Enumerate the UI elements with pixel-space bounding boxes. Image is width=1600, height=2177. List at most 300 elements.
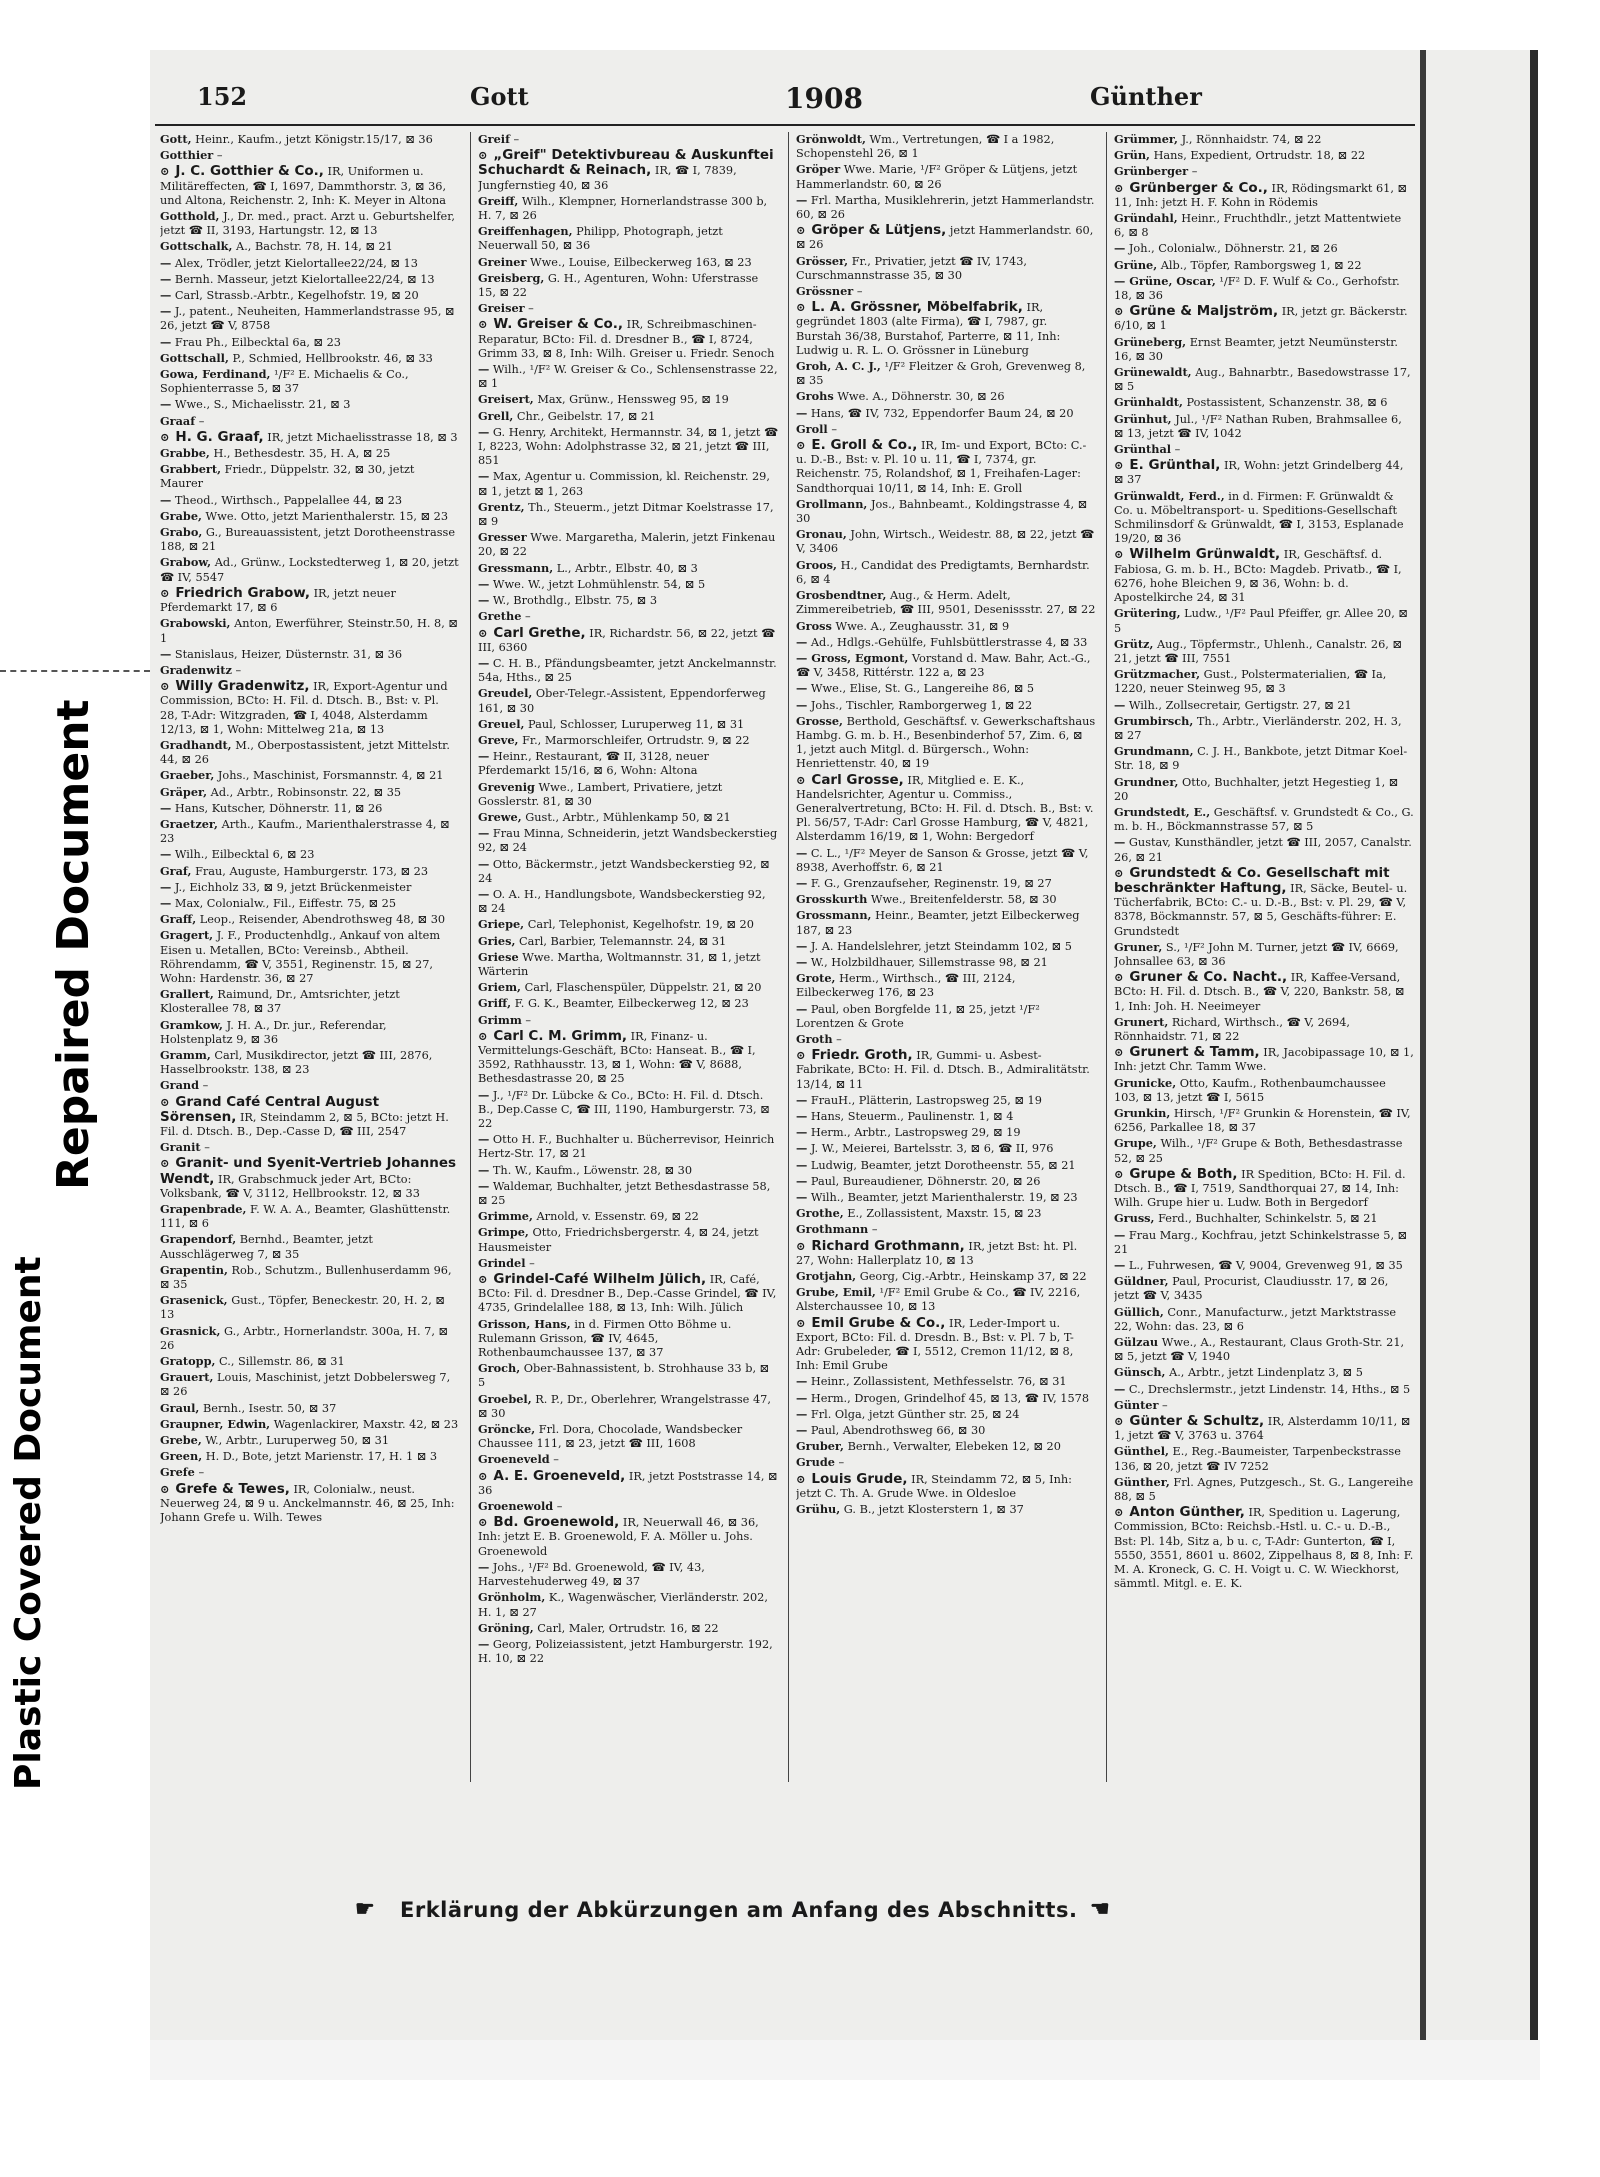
directory-entry xyxy=(796,908,1096,937)
entry-details: Carl, Telephonist, Kegelhofstr. 19, ⊠ 20 xyxy=(527,918,754,932)
entry-details: Hans, ☎ IV, 732, Eppendorfer Baum 24, ⊠ 20 xyxy=(810,406,1074,420)
entry-details: C. L., ¹/F² Meyer de Sanson & Grosse, jetzt ☎ V, 8938, Averhoffstr. 6, ⊠ 21 xyxy=(796,846,1089,874)
entry-name: E. Groll & Co., xyxy=(811,437,918,454)
entry-name: L. A. Grössner, Möbelfabrik, xyxy=(811,299,1023,316)
entry-details: Carl, Musikdirector, jetzt ☎ III, 2876, Hasselbrookstr. 138, ⊠ 23 xyxy=(160,1048,433,1077)
entry-details: IR, jetzt Poststrasse 14, ⊠ 36 xyxy=(478,1469,778,1497)
entry-details: Raimund, Dr., Amtsrichter, jetzt Klosterallee 78, ⊠ 37 xyxy=(160,988,400,1016)
directory-entry xyxy=(796,1190,1096,1205)
directory-entry xyxy=(160,1354,460,1369)
directory-entry xyxy=(160,1202,460,1231)
entry-details: G. B., jetzt Klosterstern 1, ⊠ 37 xyxy=(843,1503,1024,1517)
directory-entry xyxy=(160,1401,460,1416)
entry-details: IR, ☎ I, 7839, Jungfernstieg 40, ⊠ 36 xyxy=(478,164,737,192)
directory-entry xyxy=(796,1391,1096,1406)
firm-marker-icon: ⊙ xyxy=(796,438,810,453)
entry-details: FrauH., Plätterin, Lastropsweg 25, ⊠ 19 xyxy=(810,1093,1042,1107)
entry-name: — xyxy=(796,845,808,860)
entry-details: Johs., ¹/F² Bd. Groenewold, ☎ IV, 43, Harvestehuderweg 49, ⊠ 37 xyxy=(478,1560,705,1589)
entry-details: M., Oberpostassistent, jetzt Mittelstr. 44, ⊠ 26 xyxy=(160,738,450,767)
entry-name: Gräper, xyxy=(160,784,208,799)
entry-name: W. Greiser & Co., xyxy=(493,316,624,333)
entry-name: Grunert, xyxy=(1114,1014,1169,1029)
entry-name: Grefe xyxy=(160,1465,195,1480)
firm-entry xyxy=(160,164,460,208)
entry-details: – xyxy=(216,149,223,163)
entry-details: – xyxy=(198,1466,205,1480)
entry-name: Grabbert, xyxy=(160,462,222,477)
directory-entry xyxy=(1114,805,1414,834)
directory-entry xyxy=(1114,335,1414,364)
entry-details: Stanislaus, Heizer, Düsternstr. 31, ⊠ 36 xyxy=(174,647,403,661)
entry-name: — xyxy=(796,938,808,953)
firm-marker-icon: ⊙ xyxy=(1114,970,1128,985)
entry-details: IR, Spedition u. Lagerung, Commission, BCto: Reichsb.-Hstl. u. C.- u. D.-B., Bst: Pl. 14b, Sitz a, b u. c, T-Adr: Gunterton, ☎ I, 5550, 3551, 8601 u. 8602, Zippelhaus 8, ⊠ 8, Inh: F. M. A. Kroneck, G. C. H. Voigt u. C. W. Wieckhorst, sämmtl. Mitgl. e. E. K. xyxy=(1114,1506,1414,1591)
directory-entry xyxy=(796,846,1096,875)
entry-details: Wwe. Otto, jetzt Marienthalerstr. 15, ⊠ 23 xyxy=(205,509,449,523)
entry-details: C. H. B., Pfändungsbeamter, jetzt Anckelmannstr. 54a, Hths., ⊠ 25 xyxy=(478,656,777,685)
entry-details: IR, Uniformen u. Militäreffecten, ☎ I, 1697, Dammthorstr. 3, ⊠ 36, und Altona, Reichenstr. 2, Inh: K. Meyer in Altona xyxy=(160,165,447,207)
column-4 xyxy=(1114,132,1414,1782)
directory-entry xyxy=(1114,1335,1414,1364)
entry-name: Richard Grothmann, xyxy=(811,1237,965,1254)
entry-name: Greudel, xyxy=(478,686,533,701)
directory-entry xyxy=(1114,606,1414,635)
firm-marker-icon: ⊙ xyxy=(1114,304,1128,319)
directory-entry xyxy=(478,469,778,498)
entry-details: Conr., Manufacturw., jetzt Marktstrasse 22, Wohn: das. 23, ⊠ 6 xyxy=(1114,1305,1397,1333)
entry-name: Gramm, xyxy=(160,1047,211,1062)
entry-name: — xyxy=(478,1162,490,1177)
entry-details: Vorstand d. Maw. Bahr, Act.-G., ☎ V, 3458, Rittérstr. 122 a, ⊠ 23 xyxy=(796,651,1091,680)
page-fold-shadow xyxy=(1420,50,1426,2040)
entry-details: Heinr., Zollassistent, Methfesselstr. 76, ⊠ 31 xyxy=(810,1375,1067,1389)
entry-name: Grundstedt, E., xyxy=(1114,804,1211,819)
entry-name: Greiff, xyxy=(478,193,519,208)
directory-entry xyxy=(160,1370,460,1399)
directory-entry xyxy=(478,1225,778,1254)
entry-name: — xyxy=(478,856,490,871)
entry-details: G., Bureauassistent, jetzt Dorotheenstrasse 188, ⊠ 21 xyxy=(160,526,456,554)
entry-name: Grasnick, xyxy=(160,1323,221,1338)
directory-entry xyxy=(796,1455,1096,1470)
directory-entry xyxy=(478,1132,778,1161)
entry-name: Grunicke, xyxy=(1114,1075,1177,1090)
firm-entry xyxy=(1114,458,1414,487)
entry-details: Wilh., ¹/F² Grupe & Both, Bethesdastrasse 52, ⊠ 25 xyxy=(1114,1137,1403,1165)
directory-entry xyxy=(160,912,460,927)
scan-bottom-margin xyxy=(150,2040,1540,2080)
entry-name: Grunkin, xyxy=(1114,1106,1171,1120)
entry-details: ¹/F² Emil Grube & Co., ☎ IV, 2216, Alsterchaussee 10, ⊠ 13 xyxy=(796,1286,1081,1314)
entry-name: Grünberger & Co., xyxy=(1129,179,1268,196)
directory-entry xyxy=(1114,1211,1414,1226)
directory-entry xyxy=(160,148,460,163)
directory-entry xyxy=(478,780,778,809)
entry-name: — xyxy=(478,576,490,591)
entry-name: Grosbendtner, xyxy=(796,588,887,603)
directory-entry xyxy=(1114,1365,1414,1380)
directory-entry xyxy=(796,635,1096,650)
pointing-hand-icon: ☛ xyxy=(355,1896,375,1922)
entry-name: — xyxy=(160,334,172,349)
entry-name: Groos, xyxy=(796,557,837,572)
directory-entry xyxy=(160,525,460,554)
entry-details: – xyxy=(525,610,531,624)
entry-name: Greve, xyxy=(478,732,519,747)
pointing-hand-icon: ☚ xyxy=(1090,1896,1110,1922)
column-3 xyxy=(796,132,1096,1782)
directory-entry xyxy=(160,272,460,287)
directory-entry xyxy=(1114,258,1414,273)
entry-name: — xyxy=(160,800,172,815)
directory-entry xyxy=(478,686,778,715)
entry-details: Wwe. W., jetzt Lohmühlenstr. 54, ⊠ 5 xyxy=(492,577,706,591)
entry-name: Griepe, xyxy=(478,917,525,932)
entry-details: Carl, Flaschenspüler, Düppelstr. 21, ⊠ 20 xyxy=(524,981,762,995)
entry-details: in d. Firmen Otto Böhme u. Rulemann Grisson, ☎ IV, 4645, Rothenbaumchaussee 137, ⊠ 37 xyxy=(478,1317,732,1360)
column-divider xyxy=(470,132,471,1782)
entry-details: Heinr., Restaurant, ☎ II, 3128, neuer Pferdemarkt 15/16, ⊠ 6, Wohn: Altona xyxy=(478,750,709,778)
entry-name: Griese xyxy=(478,949,519,964)
entry-name: Carl Grethe, xyxy=(493,624,586,641)
entry-name: Willy Gradenwitz, xyxy=(175,678,310,695)
firm-entry xyxy=(796,223,1096,252)
entry-details: Hirsch, ¹/F² Grunkin & Horenstein, ☎ IV, 6256, Parkallee 18, ⊠ 37 xyxy=(1114,1107,1411,1135)
directory-entry xyxy=(1114,164,1414,179)
directory-entry xyxy=(160,1293,460,1322)
directory-entry xyxy=(796,588,1096,617)
entry-name: Grebe, xyxy=(160,1433,202,1448)
entry-details: Frl. Martha, Musiklehrerin, jetzt Hammerlandstr. 60, ⊠ 26 xyxy=(796,193,1095,222)
directory-entry xyxy=(160,397,460,412)
directory-entry xyxy=(160,1449,460,1464)
entry-name: — xyxy=(1114,697,1126,712)
entry-details: Bernh. Masseur, jetzt Kielortallee22/24, ⊠ 13 xyxy=(174,272,435,286)
entry-details: Paul, Procurist, Claudiusstr. 17, ⊠ 26, jetzt ☎ V, 3435 xyxy=(1114,1275,1389,1303)
directory-entry xyxy=(478,887,778,916)
entry-details: – xyxy=(204,1141,210,1155)
directory-entry xyxy=(478,409,778,424)
entry-details: Herm., Wirthsch., ☎ III, 2124, Eilbeckerweg 176, ⊠ 23 xyxy=(796,972,1016,1000)
directory-entry xyxy=(160,288,460,303)
entry-details: Arnold, v. Essenstr. 69, ⊠ 22 xyxy=(536,1210,699,1224)
entry-details: Wagenlackirer, Maxstr. 42, ⊠ 23 xyxy=(273,1417,459,1431)
entry-name: Günsch, xyxy=(1114,1365,1166,1380)
directory-entry xyxy=(796,1206,1096,1221)
entry-name: Grunert & Tamm, xyxy=(1129,1044,1260,1061)
entry-name: — xyxy=(1114,1258,1126,1273)
entry-name: Grupe, xyxy=(1114,1136,1157,1151)
entry-details: Gust., Arbtr., Mühlenkamp 50, ⊠ 21 xyxy=(525,810,731,824)
directory-entry xyxy=(1114,1274,1414,1303)
entry-name: Gott, xyxy=(160,132,192,146)
entry-name: — xyxy=(796,1173,808,1188)
entry-details: Herm., Arbtr., Lastropsweg 29, ⊠ 19 xyxy=(810,1126,1021,1140)
entry-name: Gradenwitz xyxy=(160,662,232,677)
entry-details: Leop., Reisender, Abendrothsweg 48, ⊠ 30 xyxy=(199,913,446,927)
entry-details: Carl, Maler, Ortrudstr. 16, ⊠ 22 xyxy=(537,1621,719,1635)
entry-details: Anton, Ewerführer, Steinstr.50, H. 8, ⊠ 1 xyxy=(160,617,458,645)
entry-name: — xyxy=(478,749,490,764)
firm-entry xyxy=(160,430,460,445)
directory-entry xyxy=(478,1637,778,1666)
entry-details: K., Wagenwäscher, Vierländerstr. 202, H. 1, ⊠ 27 xyxy=(478,1591,768,1619)
entry-details: Bernh., Isestr. 50, ⊠ 37 xyxy=(202,1401,337,1415)
entry-name: Grüneberg, xyxy=(1114,334,1187,349)
entry-name: — xyxy=(796,681,808,696)
entry-name: Grundstedt & Co. Gesellschaft mit beschränkter Haftung, xyxy=(1114,864,1390,896)
entry-name: — xyxy=(160,288,172,303)
firm-entry xyxy=(1114,547,1414,605)
firm-marker-icon: ⊙ xyxy=(160,1481,174,1496)
entry-name: Grünberger xyxy=(1114,164,1189,179)
directory-entry xyxy=(796,955,1096,970)
firm-marker-icon: ⊙ xyxy=(478,1028,492,1043)
directory-entry xyxy=(796,1125,1096,1140)
entry-name: — xyxy=(796,1001,808,1016)
entry-details: G. H., Agenturen, Wohn: Uferstrasse 15, ⊠ 22 xyxy=(478,271,759,300)
entry-details: ¹/F² Fleitzer & Groh, Grevenweg 8, ⊠ 35 xyxy=(796,360,1086,388)
entry-name: E. Grünthal, xyxy=(1129,457,1221,474)
entry-details: Paul, Abendrothsweg 66, ⊠ 30 xyxy=(810,1424,986,1438)
entry-details: Max, Grünw., Henssweg 95, ⊠ 19 xyxy=(537,393,729,407)
directory-entry xyxy=(160,1078,460,1093)
entry-name: — xyxy=(478,469,490,484)
entry-details: Berthold, Geschäftsf. v. Gewerkschaftshaus Hambg. G. m. b. H., Besenbinderhof 57, Zim. 6, ⊠ 1, jetzt auch Mitgl. d. Bürgersch., Wohn: Henriettenstr. 40, ⊠ 19 xyxy=(796,714,1096,771)
cut-line xyxy=(0,670,150,672)
directory-entry xyxy=(1114,442,1414,457)
entry-name: Greiner xyxy=(478,254,527,269)
entry-name: Grethe xyxy=(478,609,522,624)
entry-details: Carl, Barbier, Telemannstr. 24, ⊠ 31 xyxy=(518,934,727,948)
entry-details: Wilh., ¹/F² W. Greiser & Co., Schlensenstrasse 22, ⊠ 1 xyxy=(478,363,778,391)
entry-details: L., Arbtr., Elbstr. 40, ⊠ 3 xyxy=(556,561,698,575)
firm-entry xyxy=(796,438,1096,496)
entry-name: Emil Grube & Co., xyxy=(811,1314,946,1331)
directory-entry xyxy=(478,1209,778,1224)
entry-name: Grütz, xyxy=(1114,636,1154,651)
directory-entry xyxy=(160,555,460,584)
directory-entry xyxy=(478,917,778,932)
directory-entry xyxy=(796,1374,1096,1389)
entry-details: IR, Im- und Export, BCto: C.- u. D.-B., Bst: v. Pl. 10 u. 11, ☎ I, 7374, gr. Reichenstr. 75, Rolandshof, ⊠ 1, Freihafen-Lager: Sandthorquai 10/11, ⊠ 14, Inh: E. Groll xyxy=(796,439,1087,495)
directory-entry xyxy=(160,847,460,862)
directory-entry xyxy=(160,414,460,429)
directory-entry xyxy=(1114,775,1414,804)
entry-details: IR, Jacobipassage 10, ⊠ 1, Inh: jetzt Chr. Tamm Wwe. xyxy=(1114,1046,1414,1074)
entry-name: Greiser xyxy=(478,301,525,316)
firm-marker-icon: ⊙ xyxy=(478,317,492,332)
directory-entry xyxy=(1114,1258,1414,1273)
entry-name: Graf, xyxy=(160,863,192,878)
entry-name: Grimm xyxy=(478,1012,522,1027)
directory-entry xyxy=(160,367,460,396)
entry-name: — xyxy=(160,255,172,270)
entry-details: Wwe. A., Döhnerstr. 30, ⊠ 26 xyxy=(837,390,1005,404)
entry-name: Grosse, xyxy=(796,713,843,728)
firm-marker-icon: ⊙ xyxy=(1114,1166,1128,1181)
entry-details: Gust., Töpfer, Beneckestr. 20, H. 2, ⊠ 13 xyxy=(160,1294,445,1322)
entry-name: Gottschall, xyxy=(160,350,229,365)
entry-details: – xyxy=(528,302,534,316)
entry-details: Ad., Grünw., Lockstedterweg 1, ⊠ 20, jetzt ☎ IV, 5547 xyxy=(160,556,459,584)
entry-details: Wwe., S., Michaelisstr. 21, ⊠ 3 xyxy=(174,398,351,412)
entry-details: H., Bethesdestr. 35, H. A, ⊠ 25 xyxy=(213,447,391,461)
entry-name: Grünhaldt, xyxy=(1114,395,1183,410)
entry-details: Aug., Bahnarbtr., Basedowstrasse 17, ⊠ 5 xyxy=(1114,366,1411,394)
entry-name: Greuel, xyxy=(478,716,525,731)
directory-entry xyxy=(478,1317,778,1361)
directory-entry xyxy=(1114,274,1414,303)
firm-entry xyxy=(160,1095,460,1140)
entry-name: — xyxy=(796,1423,808,1438)
entry-name: Gottschalk, xyxy=(160,239,233,254)
entry-details: IR, Säcke, Beutel- u. Tücherfabrik, BCto: C.- u. D.-B., Bst: v. Pl. 29, ☎ V, 8378, Böckmannstr. 57, ⊠ 5, Geschäfts-führer: E. Grundstedt xyxy=(1114,881,1408,938)
scan-margin xyxy=(0,0,150,2177)
directory-entry xyxy=(796,497,1096,526)
directory-entry xyxy=(796,714,1096,772)
firm-entry xyxy=(796,1316,1096,1374)
directory-entry xyxy=(478,362,778,391)
entry-name: Groch, xyxy=(478,1361,521,1376)
entry-details: Gustav, Kunsthändler, jetzt ☎ III, 2057, Canalstr. 26, ⊠ 21 xyxy=(1114,836,1412,864)
entry-name: Gröper xyxy=(796,162,841,177)
entry-details: ¹/F² D. F. Wulf & Co., Gerhofstr. 18, ⊠ 36 xyxy=(1114,274,1400,303)
entry-name: — xyxy=(478,362,490,377)
directory-entry xyxy=(796,193,1096,222)
entry-name: — xyxy=(478,1178,490,1193)
column-divider xyxy=(1106,132,1107,1782)
entry-details: – xyxy=(553,1453,559,1467)
entry-details: Th. W., Kaufm., Löwenstr. 28, ⊠ 30 xyxy=(492,1163,693,1177)
entry-name: — xyxy=(478,655,490,670)
entry-name: Güllich, xyxy=(1114,1304,1164,1319)
directory-entry xyxy=(478,132,778,147)
entry-name: Grapentin, xyxy=(160,1262,228,1277)
entry-details: Th., Steuerm., jetzt Ditmar Koelstrasse 17, ⊠ 9 xyxy=(478,500,774,529)
entry-details: Frl. Olga, jetzt Günther str. 25, ⊠ 24 xyxy=(810,1407,1020,1421)
entry-details: Wwe., Louise, Eilbeckerweg 163, ⊠ 23 xyxy=(530,255,752,269)
entry-details: Alb., Töpfer, Ramborgsweg 1, ⊠ 22 xyxy=(1160,258,1362,272)
entry-name: Grundner, xyxy=(1114,774,1179,789)
directory-entry xyxy=(160,616,460,645)
entry-details: IR, Gummi- u. Asbest-Fabrikate, BCto: H. Fil. d. Dtsch. B., Admiralitätstr. 13/14, ⊠ 11 xyxy=(796,1049,1090,1091)
entry-name: Grün, xyxy=(1114,148,1150,163)
entry-details: – xyxy=(235,663,242,677)
entry-details: Wm., Vertretungen, ☎ I a 1982, Schopenstehl 26, ⊠ 1 xyxy=(796,133,1055,161)
entry-details: – xyxy=(525,1013,532,1027)
entry-details: Frau Marg., Kochfrau, jetzt Schinkelstrasse 5, ⊠ 21 xyxy=(1114,1228,1408,1256)
directory-entry xyxy=(160,768,460,783)
directory-entry xyxy=(478,530,778,559)
entry-name: Grisson, Hans, xyxy=(478,1316,571,1331)
firm-entry xyxy=(1114,1414,1414,1443)
entry-name: — xyxy=(796,1406,808,1421)
entry-details: IR, Leder-Import u. Export, BCto: Fil. d. Dresdn. B., Bst: v. Pl. 7 b, T-Adr: Grubeleder, ☎ I, 5512, Cremon 11/12, ⊠ 8, Inh: Emil Grube xyxy=(796,1316,1074,1373)
entry-name: Groenewold xyxy=(478,1499,554,1514)
entry-details: Wilh., Klempner, Hornerlandstrasse 300 b, H. 7, ⊠ 26 xyxy=(478,194,768,223)
directory-entry xyxy=(796,876,1096,891)
entry-name: Granit- und Syenit-Vertrieb Johannes Wendt, xyxy=(160,1155,457,1187)
entry-name: Grönholm, xyxy=(478,1590,546,1605)
firm-marker-icon: ⊙ xyxy=(160,164,174,179)
entry-name: Grefe & Tewes, xyxy=(175,1480,290,1497)
entry-details: Wwe., Lambert, Privatiere, jetzt Gosslerstr. 81, ⊠ 30 xyxy=(478,780,723,808)
directory-entry xyxy=(796,527,1096,556)
entry-name: — xyxy=(796,954,808,969)
directory-entry xyxy=(478,577,778,592)
entry-name: Gröning, xyxy=(478,1620,534,1635)
entry-name: Friedr. Groth, xyxy=(811,1047,913,1064)
entry-name: — xyxy=(478,1087,490,1102)
directory-entry xyxy=(1114,1228,1414,1257)
entry-name: Gröper & Lütjens, xyxy=(811,222,947,239)
directory-entry xyxy=(796,284,1096,299)
directory-entry xyxy=(160,1433,460,1448)
entry-details: A., Arbtr., jetzt Lindenplatz 3, ⊠ 5 xyxy=(1169,1366,1363,1380)
entry-details: Wwe. Marie, ¹/F² Gröper & Lütjens, jetzt Hammerlandstr. 60, ⊠ 26 xyxy=(796,163,1078,191)
entry-name: Gruner, xyxy=(1114,939,1163,954)
entry-name: Groh, A. C. J., xyxy=(796,359,881,374)
entry-name: Grewe, xyxy=(478,809,522,824)
directory-entry xyxy=(1114,1382,1414,1397)
directory-entry xyxy=(796,1141,1096,1156)
entry-name: Grünewaldt, xyxy=(1114,365,1192,380)
entry-name: Greif xyxy=(478,132,510,146)
entry-details: jetzt Hammerlandstr. 60, ⊠ 26 xyxy=(796,224,1094,252)
firm-marker-icon: ⊙ xyxy=(1114,865,1128,880)
entry-name: — xyxy=(160,304,172,319)
entry-details: Philipp, Photograph, jetzt Neuerwall 50, ⊠ 36 xyxy=(478,225,723,253)
entry-details: J. F., Productenhdlg., Ankauf von altem Eisen u. Metallen, BCto: Vereinsb., Abtheil. Röhrendamm, ☎ V, 3551, Reginenstr. 15, ⊠ 27, Wohn: Hardenstr. 36, ⊠ 27 xyxy=(160,929,441,985)
entry-name: — xyxy=(478,424,490,439)
entry-name: — xyxy=(1114,241,1126,256)
entry-details: Georg, Cig.-Arbtr., Heinskamp 37, ⊠ 22 xyxy=(859,1270,1087,1284)
directory-entry xyxy=(478,1256,778,1271)
entry-details: Ernst Beamter, jetzt Neumünsterstr. 16, ⊠ 30 xyxy=(1114,335,1398,363)
entry-name: Graupner, Edwin, xyxy=(160,1416,271,1431)
firm-entry xyxy=(478,1029,778,1087)
entry-details: Johs., Maschinist, Forsmannstr. 4, ⊠ 21 xyxy=(217,769,444,783)
firm-marker-icon: ⊙ xyxy=(160,1094,174,1109)
entry-details: John, Wirtsch., Weidestr. 88, ⊠ 22, jetzt ☎ V, 3406 xyxy=(796,528,1095,556)
entry-name: — xyxy=(796,634,808,649)
entry-name: — xyxy=(796,1141,808,1156)
entry-name: — xyxy=(478,826,490,841)
entry-name: Graul, xyxy=(160,1400,200,1415)
entry-name: — xyxy=(1114,835,1126,850)
entry-name: Grossmann, xyxy=(796,908,872,923)
entry-name: Greisberg, xyxy=(478,270,545,285)
firm-marker-icon: ⊙ xyxy=(796,1315,810,1330)
entry-details: – xyxy=(513,133,520,146)
firm-entry xyxy=(478,626,778,655)
entry-details: Wilh., Zollsecretair, Gertigstr. 27, ⊠ 21 xyxy=(1128,698,1352,712)
entry-details: – xyxy=(1162,1398,1168,1412)
entry-details: L., Fuhrwesen, ☎ V, 9004, Grevenweg 91, ⊠ 35 xyxy=(1128,1259,1403,1273)
entry-details: IR, Colonialw., neust. Neuerweg 24, ⊠ 9 u. Anckelmannstr. 46, ⊠ 25, Inh: Johann Grefe u. Wilh. Tewes xyxy=(160,1482,455,1525)
entry-details: IR, Café, BCto: Fil. d. Dresdner B., Dep.-Casse Grindel, ☎ IV, 4735, Grindelallee 188, ⊠ 13, Inh: Wilh. Jülich xyxy=(478,1273,777,1315)
firm-entry xyxy=(1114,866,1414,939)
entry-details: Hans, Expedient, Ortrudstr. 18, ⊠ 22 xyxy=(1153,149,1366,163)
firm-marker-icon: ⊙ xyxy=(1114,1045,1128,1060)
entry-name: Grentz, xyxy=(478,499,525,514)
directory-entry xyxy=(478,1392,778,1421)
directory-entry xyxy=(1114,667,1414,696)
entry-details: C., Drechslermstr., jetzt Lindenstr. 14, Hths., ⊠ 5 xyxy=(1128,1382,1411,1396)
entry-name: Gramkow, xyxy=(160,1017,223,1032)
